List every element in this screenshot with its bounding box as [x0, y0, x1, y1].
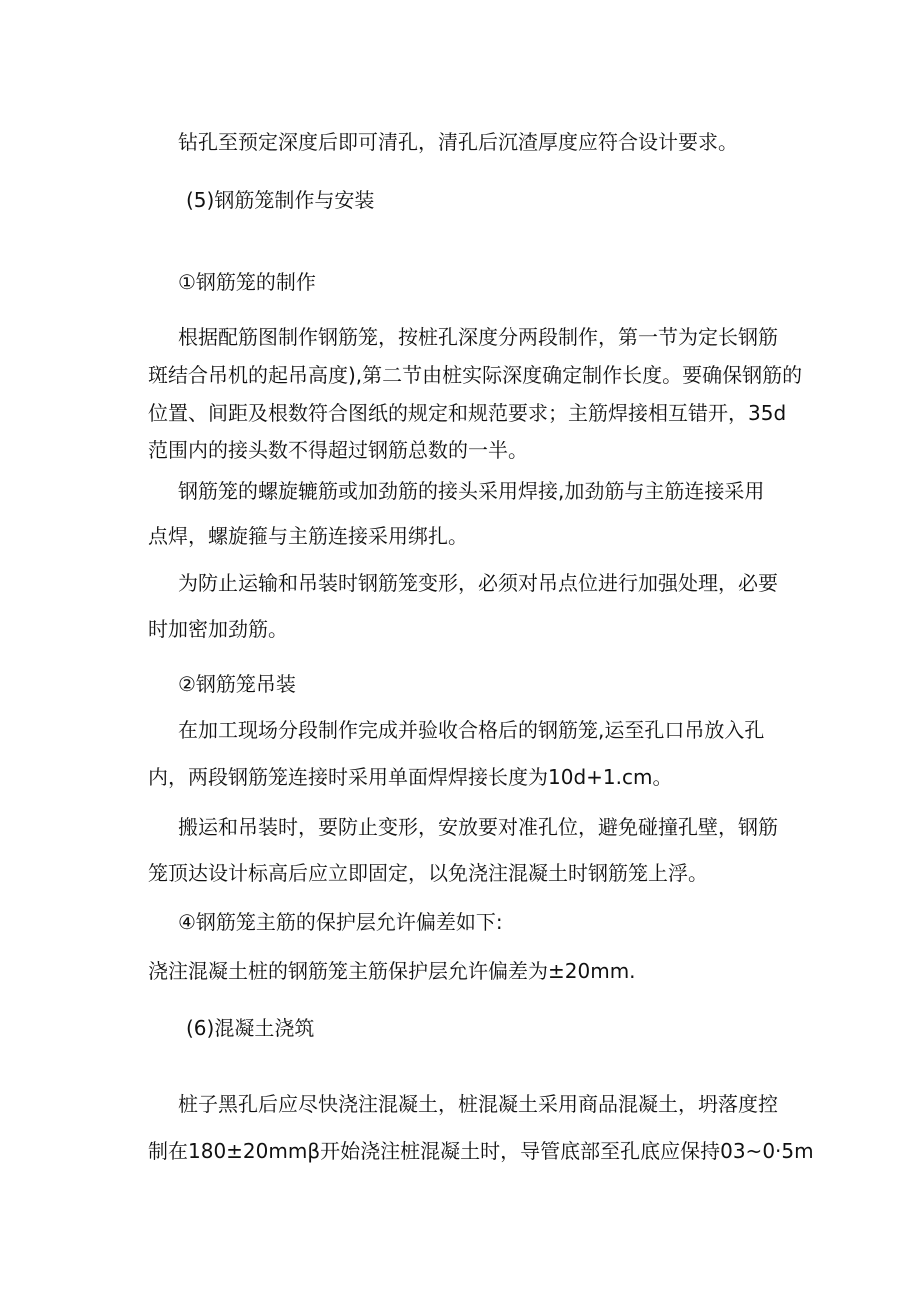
paragraph-line: 钢筋笼的螺旋辘筋或加劲筋的接头采用焊接,加劲筋与主筋连接采用: [178, 479, 765, 503]
paragraph-line: 根据配筋图制作钢筋笼，按桩孔深度分两段制作，第一节为定长钢筋: [178, 325, 778, 349]
subsection-heading-4: ④钢筋笼主筋的保护层允许偏差如下:: [178, 910, 503, 934]
section-heading-5: (5)钢筋笼制作与安装: [186, 188, 375, 212]
paragraph-line: 时加密加劲筋。: [148, 617, 288, 641]
paragraph-line: 笼顶达设计标高后应立即固定，以免浇注混凝土时钢筋笼上浮。: [148, 861, 708, 885]
paragraph-line: 钻孔至预定深度后即可清孔，清孔后沉渣厚度应符合设计要求。: [178, 130, 738, 154]
paragraph-line: 浇注混凝土桩的钢筋笼主筋保护层允许偏差为±20mm.: [148, 959, 636, 983]
paragraph-line: 制在180±20mmβ开始浇注桩混凝土时，导管底部至孔底应保持03~0·5m: [148, 1139, 814, 1163]
subsection-heading-2: ②钢筋笼吊装: [178, 672, 296, 696]
paragraph-line: 斑结合吊机的起吊高度),第二节由桩实际深度确定制作长度。要确保钢筋的: [148, 363, 803, 387]
paragraph-line: 范围内的接头数不得超过钢筋总数的一半。: [148, 438, 528, 462]
section-heading-6: (6)混凝土浇筑: [186, 1016, 315, 1040]
paragraph-line: 搬运和吊装时，要防止变形，安放要对准孔位，避免碰撞孔壁，钢筋: [178, 815, 778, 839]
paragraph-line: 在加工现场分段制作完成并验收合格后的钢筋笼,运至孔口吊放入孔: [178, 718, 765, 742]
paragraph-line: 内，两段钢筋笼连接时采用单面焊焊接长度为10d+1.cm。: [148, 765, 673, 789]
paragraph-line: 位置、间距及根数符合图纸的规定和规范要求；主筋焊接相互错开，35d: [148, 401, 787, 425]
paragraph-line: 为防止运输和吊装时钢筋笼变形，必须对吊点位进行加强处理，必要: [178, 571, 778, 595]
subsection-heading-1: ①钢筋笼的制作: [178, 270, 316, 294]
paragraph-line: 点焊，螺旋箍与主筋连接采用绑扎。: [148, 524, 468, 548]
paragraph-line: 桩子黑孔后应尽快浇注混凝土，桩混凝土采用商品混凝土，坍落度控: [178, 1092, 778, 1116]
